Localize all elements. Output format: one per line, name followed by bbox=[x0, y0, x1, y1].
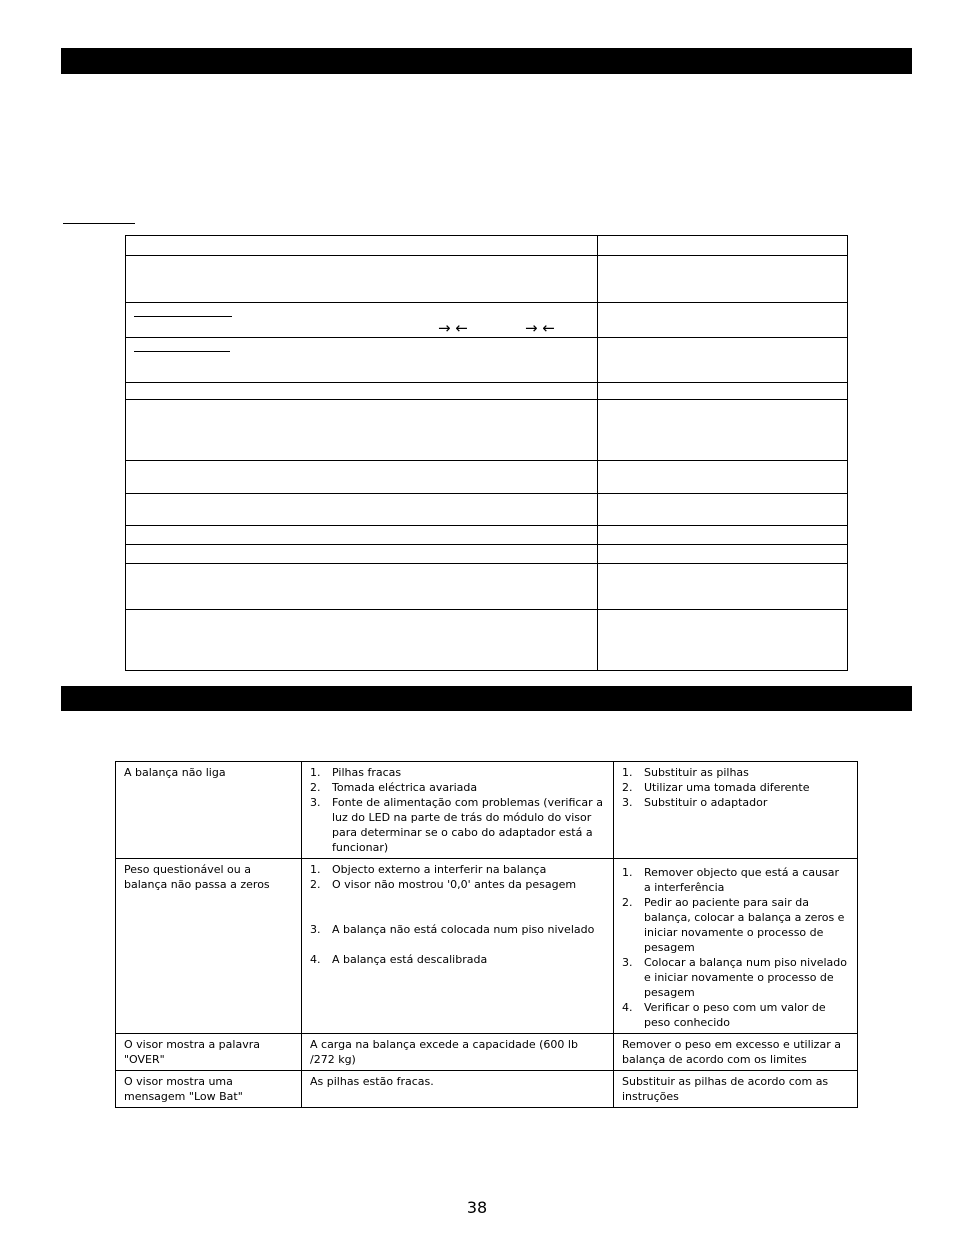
list-item: 2. Pedir ao paciente para sair da balança, colocar a balança a zeros e iniciar novamente o processo de pesagem bbox=[622, 896, 845, 954]
table-row bbox=[126, 400, 848, 461]
table-row bbox=[126, 526, 848, 545]
table-row bbox=[126, 383, 848, 400]
cause-cell: A carga na balança excede a capacidade (600 lb /272 kg) bbox=[302, 1034, 614, 1071]
list-item: 4. Verificar o peso com um valor de peso conhecido bbox=[622, 1001, 826, 1029]
problem-cell: Peso questionável ou a balança não passa a zeros bbox=[116, 859, 302, 1034]
table-row bbox=[126, 461, 848, 494]
table-caption-underline bbox=[63, 223, 135, 224]
problem-cell: O visor mostra a palavra "OVER" bbox=[116, 1034, 302, 1071]
problem-cell: A balança não liga bbox=[116, 762, 302, 859]
list-item: 1. Objecto externo a interferir na balança bbox=[310, 863, 547, 876]
list-item: 2. Tomada eléctrica avariada bbox=[310, 781, 478, 794]
list-item: 1. Pilhas fracas bbox=[310, 766, 402, 779]
cause-cell bbox=[302, 762, 614, 859]
section-header-bar-2 bbox=[61, 686, 912, 711]
cause-cell: As pilhas estão fracas. bbox=[302, 1071, 614, 1108]
solution-cell bbox=[614, 762, 858, 859]
solution-list bbox=[622, 765, 849, 810]
table-row bbox=[126, 256, 848, 303]
list-spacer bbox=[310, 892, 605, 922]
list-item: 4. A balança está descalibrada bbox=[310, 953, 488, 966]
list-item: 3. A balança não está colocada num piso nivelado bbox=[310, 923, 595, 936]
arrows-symbol: → ← bbox=[438, 319, 468, 337]
cause-list bbox=[310, 765, 605, 855]
solution-cell bbox=[614, 859, 858, 1034]
table-row bbox=[116, 762, 858, 859]
solution-cell: Substituir as pilhas de acordo com as instruções bbox=[614, 1071, 858, 1108]
list-item: 3. Substituir o adaptador bbox=[622, 796, 768, 809]
underlined-term-line bbox=[134, 316, 232, 317]
list-item: 3. Fonte de alimentação com problemas (verificar a luz do LED na parte de trás do módulo do visor para determinar se o cabo do adaptador está a funcionar) bbox=[310, 796, 603, 854]
table-row bbox=[126, 303, 848, 338]
table-row bbox=[126, 610, 848, 671]
table-row bbox=[126, 338, 848, 383]
error-code-table bbox=[125, 235, 848, 671]
problem-cell: O visor mostra uma mensagem "Low Bat" bbox=[116, 1071, 302, 1108]
table-row bbox=[116, 1071, 858, 1108]
cause-cell bbox=[302, 859, 614, 1034]
table-row bbox=[116, 1034, 858, 1071]
underlined-term-line bbox=[134, 351, 230, 352]
cause-list bbox=[310, 862, 605, 967]
table-row bbox=[126, 494, 848, 526]
arrows-symbol: → ← bbox=[525, 319, 555, 337]
table-row bbox=[116, 859, 858, 1034]
list-item: 1. Remover objecto que está a causar a interferência bbox=[622, 866, 840, 894]
troubleshooting-table bbox=[115, 761, 858, 1108]
table-row bbox=[126, 236, 848, 256]
list-item: 3. Colocar a balança num piso nivelado e iniciar novamente o processo de pesagem bbox=[622, 956, 847, 999]
solution-cell: Remover o peso em excesso e utilizar a balança de acordo com os limites bbox=[614, 1034, 858, 1071]
solution-list bbox=[622, 862, 849, 1030]
page-number: 38 bbox=[466, 1198, 488, 1217]
table-row bbox=[126, 545, 848, 564]
list-spacer bbox=[310, 937, 605, 952]
list-item: 2. Utilizar uma tomada diferente bbox=[622, 781, 810, 794]
table-row bbox=[126, 564, 848, 610]
list-item: 1. Substituir as pilhas bbox=[622, 766, 749, 779]
list-item: 2. O visor não mostrou '0,0' antes da pesagem bbox=[310, 878, 577, 891]
section-header-bar-1 bbox=[61, 48, 912, 74]
